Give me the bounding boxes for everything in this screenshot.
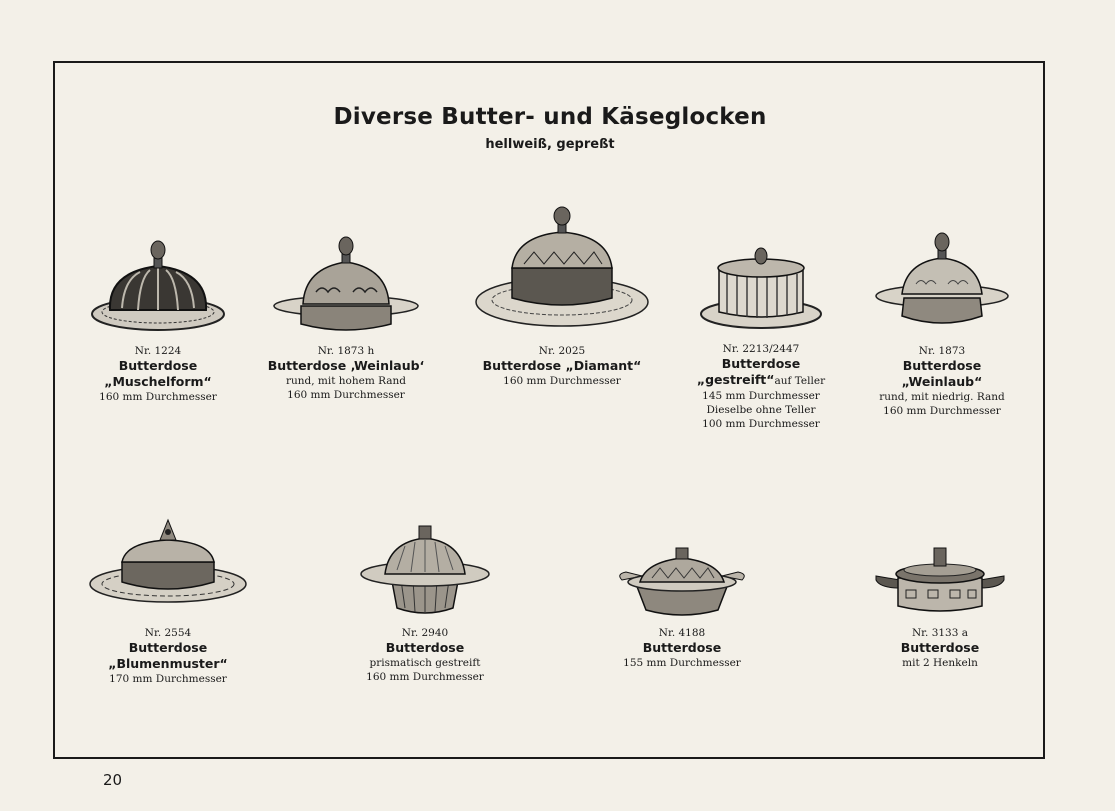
product-size: 160 mm Durchmesser bbox=[99, 391, 217, 403]
page-subtitle: hellweiß, gepreßt bbox=[485, 137, 615, 152]
product-name: Butterdose bbox=[902, 358, 982, 373]
product-2213-2447 bbox=[661, 240, 861, 431]
page-number: 20 bbox=[103, 771, 123, 789]
product-size: 170 mm Durchmesser bbox=[109, 673, 227, 685]
product-name: Butterdose bbox=[118, 358, 198, 373]
product-alternative-size: 100 mm Durchmesser bbox=[702, 418, 820, 430]
product-name: Butterdose bbox=[642, 640, 722, 655]
product-number: Nr. 1873 h bbox=[317, 345, 375, 357]
product-size: 160 mm Durchmesser bbox=[503, 375, 621, 387]
product-name: Butterdose bbox=[900, 640, 980, 655]
product-name: Butterdose bbox=[721, 356, 801, 371]
product-number: Nr. 1873 bbox=[918, 345, 966, 357]
product-2025 bbox=[462, 206, 662, 388]
product-size: 145 mm Durchmesser bbox=[702, 390, 820, 402]
product-variant: „Weinlaub“ bbox=[901, 374, 983, 389]
flower-butter-dish-icon bbox=[88, 512, 248, 624]
product-number: Nr. 2025 bbox=[538, 345, 586, 357]
product-name: Butterdose bbox=[128, 640, 208, 655]
shell-butter-dish-icon bbox=[88, 232, 228, 342]
page-title: Diverse Butter- und Käseglocken bbox=[333, 104, 767, 130]
product-size: 160 mm Durchmesser bbox=[366, 671, 484, 683]
product-number: Nr. 2554 bbox=[144, 627, 192, 639]
product-variant: „gestreift“auf Teller bbox=[696, 372, 826, 387]
product-variant-suffix: auf Teller bbox=[774, 375, 826, 387]
product-number: Nr. 3133 a bbox=[911, 627, 969, 639]
product-number: Nr. 2213/2447 bbox=[722, 343, 800, 355]
product-size: 160 mm Durchmesser bbox=[287, 389, 405, 401]
diamond-butter-dish-icon bbox=[472, 206, 652, 342]
product-description: rund, mit niedrig. Rand bbox=[879, 391, 1005, 403]
handled-butter-dish-icon bbox=[612, 540, 752, 624]
vine-leaf-low-butter-dish-icon bbox=[872, 232, 1012, 342]
product-1873h bbox=[246, 232, 446, 402]
product-variant: „Muschelform“ bbox=[104, 374, 212, 389]
product-alternative: Dieselbe ohne Teller bbox=[706, 404, 816, 416]
product-number: Nr. 4188 bbox=[658, 627, 706, 639]
product-description: prismatisch gestreift bbox=[369, 657, 481, 669]
product-number: Nr. 2940 bbox=[401, 627, 449, 639]
striped-butter-dish-icon bbox=[691, 240, 831, 340]
product-description: mit 2 Henkeln bbox=[902, 657, 978, 669]
product-size: 160 mm Durchmesser bbox=[883, 405, 1001, 417]
product-description: rund, mit hohem Rand bbox=[285, 375, 407, 387]
two-handled-butter-dish-icon bbox=[870, 536, 1010, 624]
product-name: Butterdose „Diamant“ bbox=[482, 358, 642, 373]
prismatic-butter-dish-icon bbox=[355, 520, 495, 624]
product-number: Nr. 1224 bbox=[134, 345, 182, 357]
product-2940 bbox=[325, 520, 525, 684]
product-1873 bbox=[842, 232, 1042, 418]
vine-leaf-butter-dish-icon bbox=[271, 232, 421, 342]
product-3133a bbox=[840, 536, 1040, 670]
product-size: 155 mm Durchmesser bbox=[623, 657, 741, 669]
product-4188 bbox=[582, 540, 782, 670]
product-variant: „Blumenmuster“ bbox=[108, 656, 228, 671]
product-name: Butterdose bbox=[385, 640, 465, 655]
product-name: Butterdose ‚Weinlaub‘ bbox=[267, 358, 425, 373]
product-2554 bbox=[68, 512, 268, 686]
product-1224 bbox=[58, 232, 258, 404]
